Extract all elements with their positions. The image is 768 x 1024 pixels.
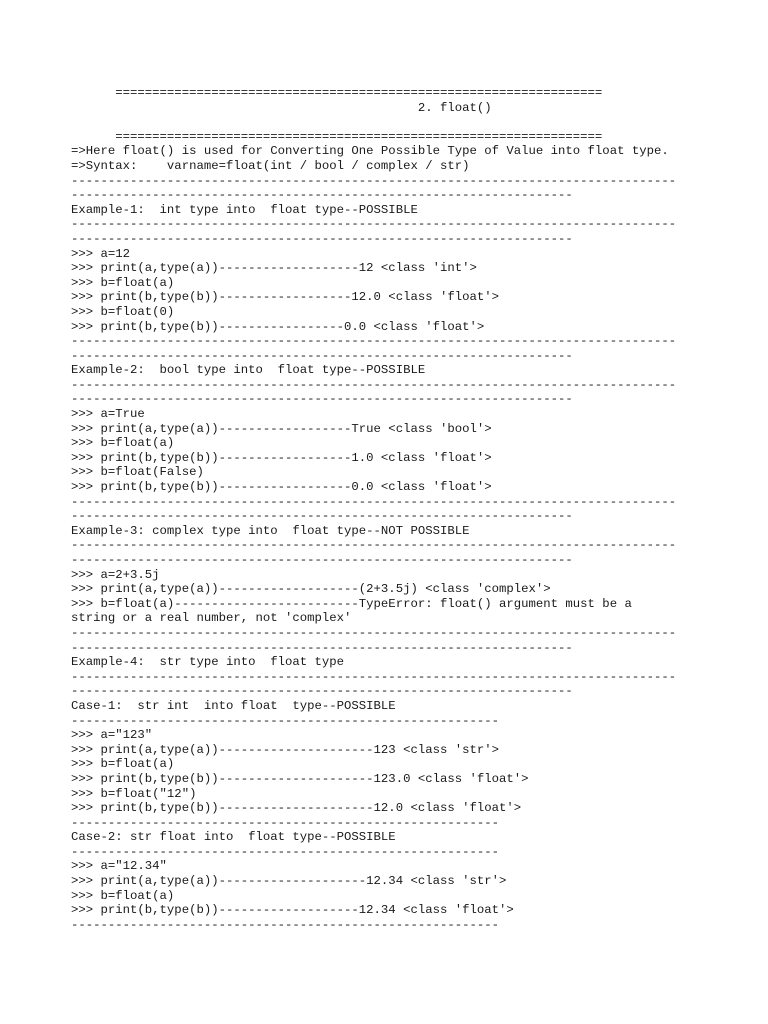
dashed-rule: -------------------------------------------------------------------- [71, 509, 573, 524]
dashed-rule: ---------------------------------------------------------- [71, 917, 500, 932]
dashed-rule: -------------------------------------------------------------------- [71, 684, 573, 699]
code-line: >>> print(b,type(b))------------------0.0 <class 'float'> [71, 480, 492, 495]
dashed-rule: ---------------------------------------------------------------------------------- [71, 334, 677, 349]
case-heading: Case-1: str int into float type--POSSIBLE [71, 698, 396, 713]
example-heading: Example-3: complex type into float type--NOT POSSIBLE [71, 523, 470, 538]
dashed-rule: ---------------------------------------------------------------------------------- [71, 625, 677, 640]
code-line: >>> print(b,type(b))---------------------12.0 <class 'float'> [71, 801, 522, 816]
code-line: >>> b=float(False) [71, 465, 204, 480]
example-heading: Example-2: bool type into float type--POSSIBLE [71, 363, 426, 378]
code-line: >>> print(b,type(b))-----------------0.0 <class 'float'> [71, 319, 485, 334]
code-line: >>> a=2+3.5j [71, 567, 160, 582]
dashed-rule: -------------------------------------------------------------------- [71, 640, 573, 655]
section-title: 2. float() [71, 100, 492, 115]
dashed-rule: -------------------------------------------------------------------- [71, 231, 573, 246]
separator-line: ================================================================== [71, 86, 603, 100]
code-line: >>> print(b,type(b))------------------12.0 <class 'float'> [71, 290, 500, 305]
dashed-rule: -------------------------------------------------------------------- [71, 553, 573, 567]
dashed-rule: ---------------------------------------------------------------------------------- [71, 173, 677, 188]
code-line: >>> b=float(a) [71, 436, 175, 451]
code-line: >>> print(b,type(b))-------------------12.34 <class 'float'> [71, 903, 514, 918]
code-line: >>> print(a,type(a))--------------------12.34 <class 'str'> [71, 874, 507, 889]
code-line: >>> print(a,type(a))------------------True <class 'bool'> [71, 421, 492, 436]
code-line: >>> a=12 [71, 246, 131, 261]
example-heading: Example-1: int type into float type--POSSIBLE [71, 202, 418, 217]
code-line: >>> b=float(a) [71, 275, 175, 290]
code-line: >>> b=float("12") [71, 786, 197, 801]
dashed-rule: ---------------------------------------------------------------------------------- [71, 494, 677, 509]
blank-line [71, 115, 711, 130]
dashed-rule: ---------------------------------------------------------------------------------- [71, 377, 677, 392]
code-line: >>> b=float(a)-------------------------TypeError: float() argument must be a [71, 596, 632, 611]
dashed-rule: ---------------------------------------------------------- [71, 844, 500, 859]
case-heading: Case-2: str float into float type--POSSIBLE [71, 830, 396, 845]
code-line: >>> a="123" [71, 728, 153, 743]
code-line: >>> b=float(0) [71, 304, 175, 319]
dashed-rule: -------------------------------------------------------------------- [71, 392, 573, 407]
dashed-rule: ---------------------------------------------------------------------------------- [71, 217, 677, 232]
code-line: >>> print(a,type(a))---------------------123 <class 'str'> [71, 742, 500, 757]
code-line: >>> b=float(a) [71, 757, 175, 772]
code-line: >>> print(a,type(a))-------------------12 <class 'int'> [71, 261, 477, 276]
description-text: =>Here float() is used for Converting One Possible Type of Value into float type. [71, 144, 669, 159]
document-page [71, 86, 711, 932]
code-line: >>> print(a,type(a))-------------------(2+3.5j) <class 'complex'> [71, 582, 551, 597]
dashed-rule: ---------------------------------------------------------- [71, 713, 500, 728]
code-line: >>> a="12.34" [71, 859, 167, 874]
dashed-rule: ---------------------------------------------------------- [71, 815, 500, 830]
code-line: >>> print(b,type(b))---------------------123.0 <class 'float'> [71, 771, 529, 786]
code-line: >>> b=float(a) [71, 888, 175, 903]
separator-line: ================================================================== [71, 129, 603, 144]
dashed-rule: ---------------------------------------------------------------------------------- [71, 669, 677, 684]
dashed-rule: -------------------------------------------------------------------- [71, 348, 573, 363]
dashed-rule: ---------------------------------------------------------------------------------- [71, 538, 677, 553]
dashed-rule: -------------------------------------------------------------------- [71, 188, 573, 203]
code-line-continuation: string or a real number, not 'complex' [71, 611, 352, 626]
syntax-text: =>Syntax: varname=float(int / bool / complex / str) [71, 158, 470, 173]
code-line: >>> print(b,type(b))------------------1.0 <class 'float'> [71, 450, 492, 465]
example-heading: Example-4: str type into float type [71, 655, 345, 670]
code-line: >>> a=True [71, 407, 145, 422]
